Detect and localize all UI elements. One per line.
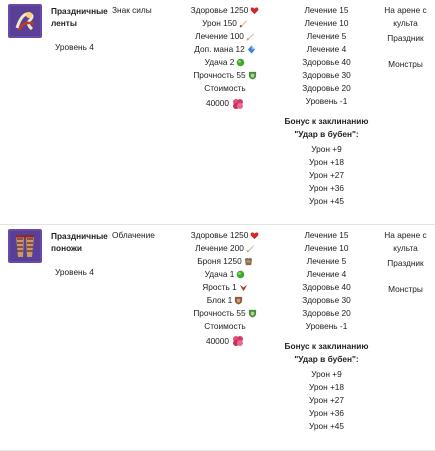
item-level: Уровень 4 [55,42,94,52]
armor-icon [244,257,253,266]
stat-luck: Удача 1 [173,268,277,281]
source-arena: На арене с культа [384,229,427,253]
item-type: Облачение [112,229,155,240]
enchant-option: Уровень -1 [305,320,348,331]
bonus-option: Урон +45 [308,420,345,431]
heart-icon [250,6,259,15]
enchant-list [277,225,376,433]
bonus-option: Урон +9 [311,368,342,379]
enchant-option: Здоровье 30 [302,70,351,80]
bonus-option: Урон +36 [308,407,345,418]
mana-crystal-icon [247,45,256,54]
durability-shield-icon [248,309,257,318]
source-arena: На арене с культа [384,5,427,28]
item-stats [173,225,277,350]
bonus-option: Урон +9 [311,144,342,154]
luck-clover-icon [236,270,245,279]
heart-icon [250,231,259,240]
source-monsters: Монстры [388,59,423,69]
enchant-option: Уровень -1 [305,96,348,106]
source-monsters: Монстры [388,283,423,294]
stat-cost-label: Стоимость [204,83,246,93]
ribbons-item-icon[interactable] [8,4,42,38]
luck-clover-icon [236,58,245,67]
bonus-option: Урон +18 [308,157,345,167]
stat-cost: 40000 [173,95,277,112]
item-type: Знак силы [112,5,152,15]
enchant-option: Здоровье 40 [302,281,351,292]
bonus-option: Урон +18 [308,381,345,392]
stat-durability: Прочность 55 [173,307,277,320]
gem-icon [232,335,244,347]
healing-icon [246,32,255,41]
item-sources [376,0,435,71]
durability-shield-icon [248,71,257,80]
enchant-option: Здоровье 30 [302,294,351,305]
enchant-option: Лечение 10 [304,242,349,253]
healing-icon [246,244,255,253]
enchant-option: Лечение 5 [306,255,347,266]
stat-healing: Лечение 100 [173,30,277,43]
stat-armor: Броня 1250 [173,255,277,268]
bonus-title: Бонус к заклинанию "Удар в бубен": [284,340,369,364]
stat-luck: Удача 2 [173,56,277,69]
bonus-option: Урон +36 [308,183,345,193]
enchant-option: Лечение 15 [304,229,349,240]
source-holiday: Праздник [387,257,424,268]
stat-damage: Урон 150 [173,17,277,30]
stat-health: Здоровье 1250 [173,229,277,242]
enchant-option: Лечение 4 [306,268,347,279]
enchant-option: Здоровье 20 [302,83,351,93]
table-row [0,0,435,224]
bonus-title: Бонус к заклинанию "Удар в бубен": [284,116,369,139]
enchant-option: Здоровье 20 [302,307,351,318]
item-sources [376,225,435,296]
rage-icon [239,283,248,292]
bonus-option: Урон +27 [308,170,345,180]
stat-rage: Ярость 1 [173,281,277,294]
item-name[interactable]: Праздничные ленты [51,6,108,28]
bonus-option: Урон +27 [308,394,345,405]
item-name[interactable]: Праздничные поножи [51,230,108,253]
enchant-option: Лечение 15 [304,5,349,15]
enchant-option: Лечение 5 [306,31,347,41]
stat-health: Здоровье 1250 [173,4,277,17]
enchant-list [277,0,376,208]
enchant-option: Лечение 4 [306,44,347,54]
item-stats [173,0,277,112]
stat-block: Блок 1 [173,294,277,307]
source-holiday: Праздник [387,33,424,43]
stat-extra-mana: Доп. мана 12 [173,43,277,56]
item-level: Уровень 4 [55,266,94,277]
gem-icon [232,98,244,110]
stat-cost: 40000 [173,333,277,350]
block-shield-icon [234,296,243,305]
enchant-option: Здоровье 40 [302,57,351,67]
sword-icon [239,19,248,28]
table-row [0,224,435,450]
stat-cost-label: Стоимость [204,320,246,331]
leggings-item-icon[interactable] [8,229,42,263]
stat-durability: Прочность 55 [173,69,277,82]
bonus-option: Урон +45 [308,196,345,206]
enchant-option: Лечение 10 [304,18,349,28]
stat-healing: Лечение 200 [173,242,277,255]
